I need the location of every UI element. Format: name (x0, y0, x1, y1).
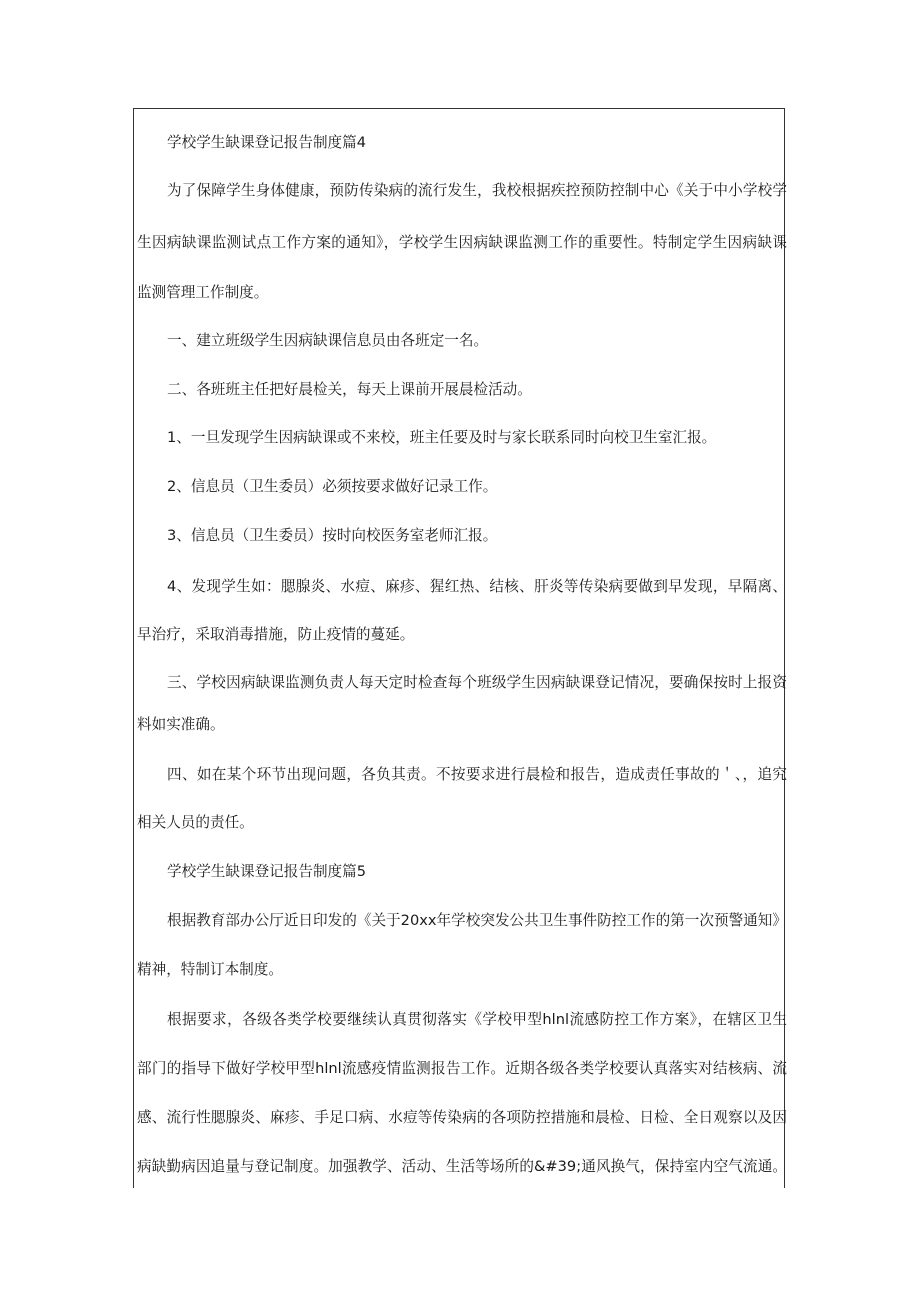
paragraph-line: 1、一旦发现学生因病缺课或不来校，班主任要及时与家长联系同时向校卫生室汇报。 (167, 429, 717, 446)
paragraph-line: 4、发现学生如：腮腺炎、水痘、麻疹、猩红热、结核、肝炎等传染病要做到早发现，早隔离、 (167, 578, 787, 595)
paragraph-line: 根据要求，各级各类学校要继续认真贯彻落实《学校甲型hlnl流感防控工作方案》，在辖区卫生 (167, 1011, 787, 1028)
paragraph-line: 部门的指导下做好学校甲型hlnl流感疫情监测报告工作。近期各级各类学校要认真落实对结核病、流 (137, 1060, 787, 1077)
paragraph-line: 三、学校因病缺课监测负责人每天定时检查每个班级学生因病缺课登记情况，要确保按时上报资 (167, 674, 787, 691)
paragraph-line: 3、信息员（卫生委员）按时向校医务室老师汇报。 (167, 527, 498, 544)
paragraph-line: 二、各班班主任把好晨检关，每天上课前开展晨检活动。 (167, 381, 532, 398)
section-heading-4: 学校学生缺课登记报告制度篇4 (167, 134, 367, 151)
paragraph-line: 四、如在某个环节出现问题，各负其责。不按要求进行晨检和报告，造成责任事故的＇、，追究 (167, 766, 787, 783)
paragraph-line: 相关人员的责任。 (137, 814, 254, 831)
paragraph-line: 病缺勤病因追量与登记制度。加强教学、活动、生活等场所的&#39;通风换气，保持室内空气流通。 (137, 1158, 787, 1175)
paragraph-line: 料如实准确。 (137, 716, 225, 733)
paragraph-line: 一、建立班级学生因病缺课信息员由各班定一名。 (167, 332, 489, 349)
paragraph-line: 生因病缺课监测试点工作方案的通知》，学校学生因病缺课监测工作的重要性。特制定学生因病缺课 (137, 234, 787, 251)
section-heading-5: 学校学生缺课登记报告制度篇5 (167, 863, 367, 880)
paragraph-line: 根据教育部办公厅近日印发的《关于20xx年学校突发公共卫生事件防控工作的第一次预警通知》 (167, 912, 787, 929)
paragraph-line: 感、流行性腮腺炎、麻疹、手足口病、水痘等传染病的各项防控措施和晨检、日检、全日观察以及因 (137, 1109, 787, 1126)
paragraph-line: 精神，特制订本制度。 (137, 961, 283, 978)
paragraph-line: 监测管理工作制度。 (137, 284, 269, 301)
paragraph-line: 早治疗，采取消毒措施，防止疫情的蔓延。 (137, 626, 415, 643)
paragraph-line: 2、信息员（卫生委员）必须按要求做好记录工作。 (167, 478, 498, 495)
paragraph-line: 为了保障学生身体健康，预防传染病的流行发生，我校根据疾控预防控制中心《关于中小学校学 (167, 182, 787, 199)
